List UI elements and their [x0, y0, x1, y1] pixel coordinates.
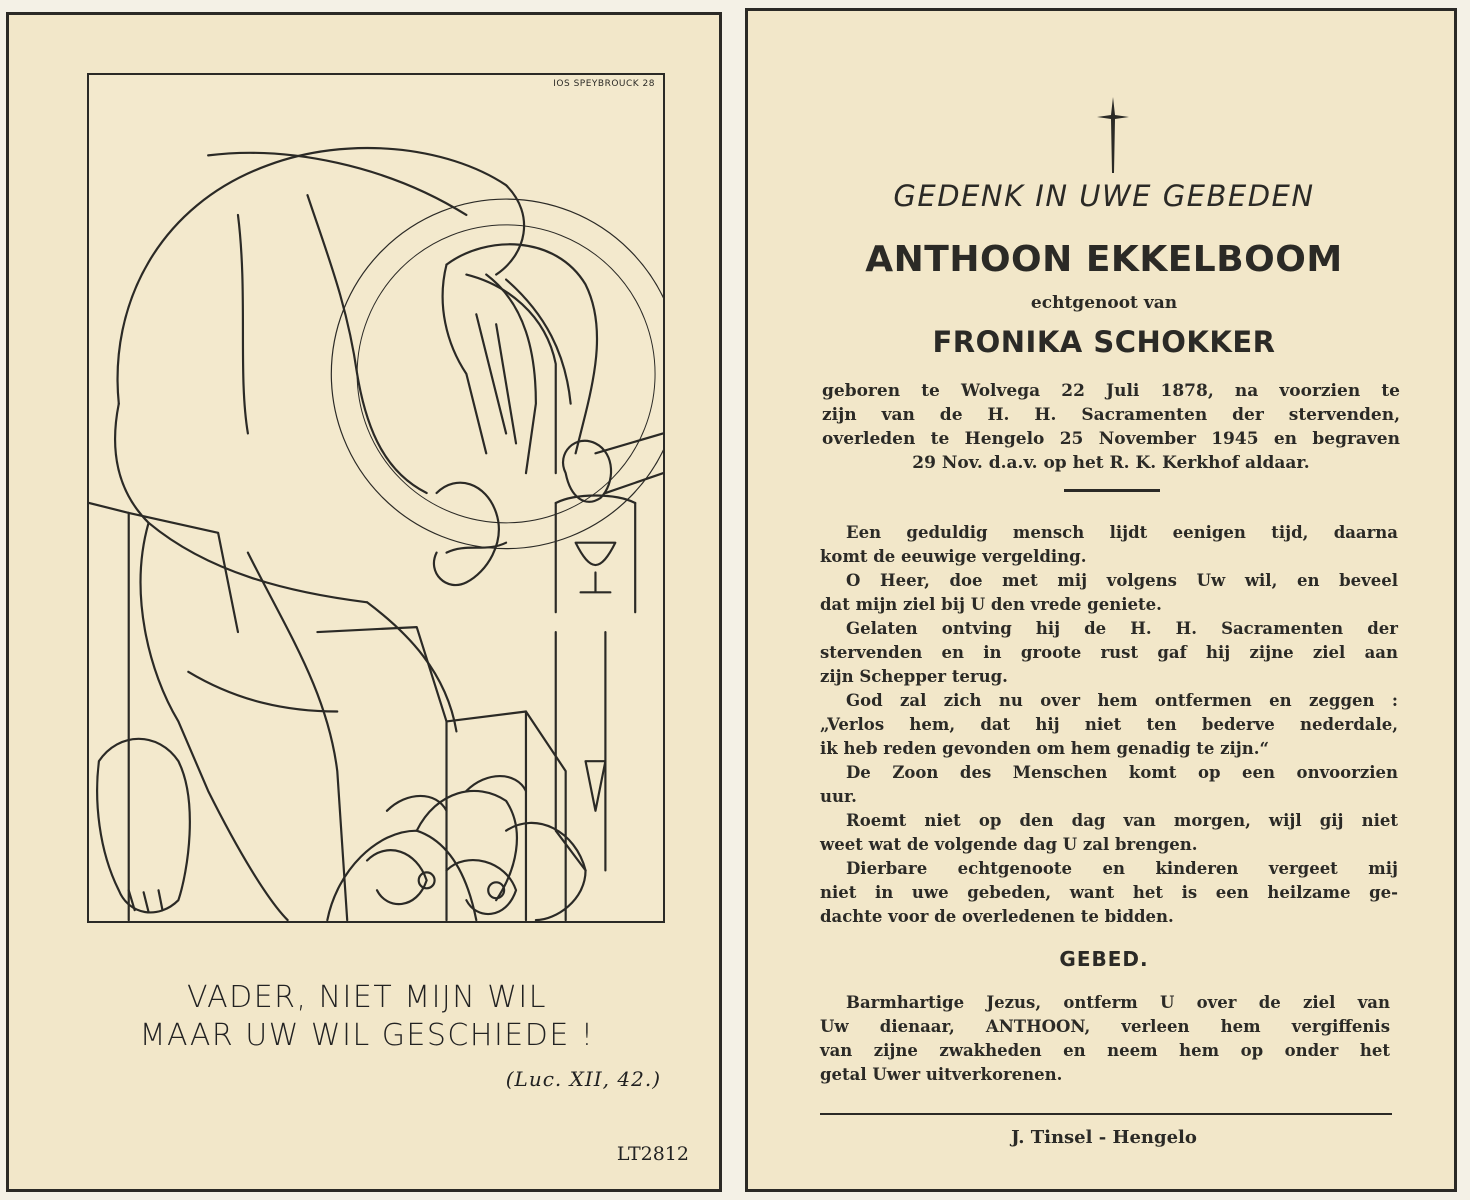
- verse-line-1: VADER, NIET MIJN WIL: [187, 980, 547, 1015]
- prayer-text: [820, 991, 1390, 1087]
- text-line: stervenden en in groote rust gaf hij zijne ziel aan: [820, 643, 1398, 662]
- text-line: weet wat de volgende dag U zal brengen.: [820, 835, 1198, 854]
- text-line: zijn Schepper terug.: [820, 667, 1008, 686]
- archive-code: LT2812: [616, 1143, 689, 1165]
- meditation-text: [820, 521, 1398, 929]
- text-line: komt de eeuwige vergelding.: [820, 547, 1087, 566]
- prayer-line: getal Uwer uitverkorenen.: [820, 1065, 1063, 1084]
- prayer-line: Barmhartige Jezus, ontferm U over de ziel van: [846, 993, 1390, 1012]
- text-line: dat mijn ziel bij U den vrede geniete.: [820, 595, 1162, 614]
- verse-reference: (Luc. XII, 42.): [505, 1067, 661, 1091]
- text-line: Een geduldig mensch lijdt eenigen tijd, daarna: [846, 523, 1398, 542]
- text-line: niet in uwe gebeden, want het is een heilzame ge-: [820, 883, 1398, 902]
- bio-line: zijn van de H. H. Sacramenten der stervenden,: [822, 405, 1400, 425]
- text-line: O Heer, doe met mij volgens Uw wil, en beveel: [846, 571, 1398, 590]
- divider-long: [820, 1113, 1392, 1115]
- text-line: uur.: [820, 787, 857, 806]
- biography: [822, 379, 1400, 475]
- text-line: Roemt niet op den dag van morgen, wijl gij niet: [846, 811, 1398, 830]
- illustration-drawing: [89, 75, 663, 921]
- deceased-name: ANTHOON EKKELBOOM: [865, 239, 1343, 280]
- spouse-label: echtgenoot van: [1030, 293, 1178, 313]
- text-line: De Zoon des Menschen komt op een onvoorzien: [846, 763, 1398, 782]
- bio-line: overleden te Hengelo 25 November 1945 en begraven: [822, 429, 1400, 449]
- prayer-title: GEBED.: [1059, 947, 1149, 971]
- bio-line: 29 Nov. d.a.v. op het R. K. Kerkhof aldaar.: [912, 453, 1310, 473]
- divider-short: [1064, 489, 1160, 492]
- printer-credit: J. Tinsel - Hengelo: [1011, 1127, 1197, 1148]
- text-line: ik heb reden gevonden om hem genadig te zijn.“: [820, 739, 1270, 758]
- memorial-card-front: [6, 12, 722, 1192]
- text-line: God zal zich nu over hem ontfermen en zeggen :: [846, 691, 1398, 710]
- text-line: Dierbare echtgenoote en kinderen vergeet mij: [846, 859, 1398, 878]
- spouse-name: FRONIKA SCHOKKER: [932, 325, 1276, 359]
- bio-line: geboren te Wolvega 22 Juli 1878, na voorzien te: [822, 381, 1400, 401]
- prayer-line: Uw dienaar, ANTHOON, verleen hem vergiffenis: [820, 1017, 1390, 1036]
- prayer-line: van zijne zwakheden en neem hem op onder het: [820, 1041, 1390, 1060]
- cross-icon: [1093, 95, 1133, 175]
- text-line: dachte voor de overledenen te bidden.: [820, 907, 1174, 926]
- remembrance-heading: GEDENK IN UWE GEBEDEN: [893, 179, 1315, 213]
- memorial-card-back: [745, 8, 1457, 1192]
- verse-line-2: MAAR UW WIL GESCHIEDE !: [139, 1018, 595, 1053]
- text-line: Gelaten ontving hij de H. H. Sacramenten der: [846, 619, 1398, 638]
- illustration-praying-christ: [87, 73, 665, 923]
- artist-signature: IOS SPEYBROUCK 28: [553, 79, 655, 89]
- text-line: „Verlos hem, dat hij niet ten bederve nederdale,: [820, 715, 1398, 734]
